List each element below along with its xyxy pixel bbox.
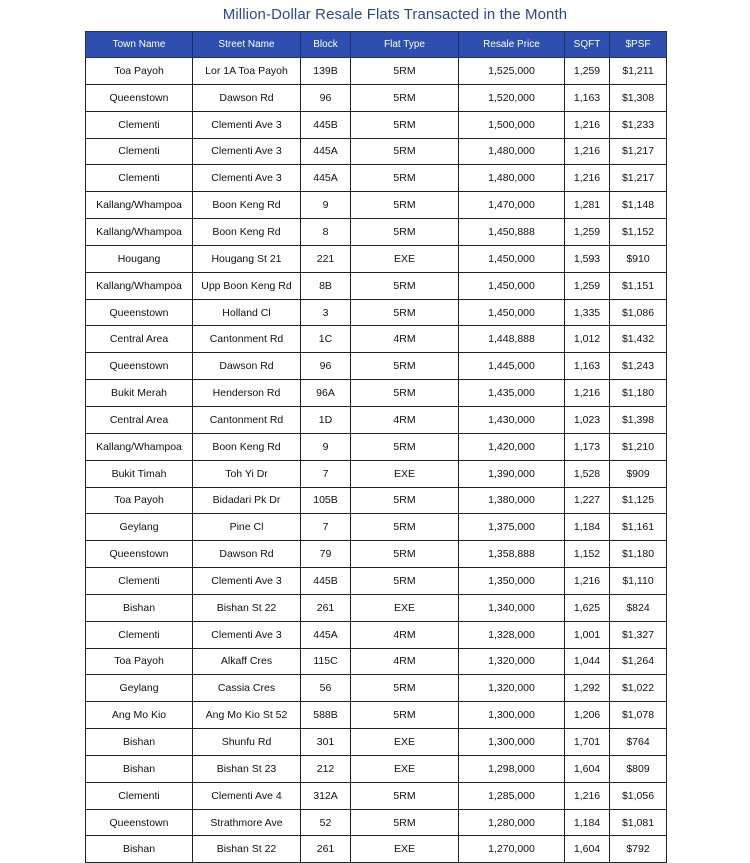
cell-town-name: Clementi (86, 568, 193, 595)
cell-resale-price: 1,448,888 (459, 326, 565, 353)
cell-psf: $1,161 (610, 514, 667, 541)
cell-psf: $1,078 (610, 702, 667, 729)
cell-town-name: Clementi (86, 138, 193, 165)
cell-sqft: 1,163 (565, 353, 610, 380)
cell-resale-price: 1,435,000 (459, 380, 565, 407)
cell-sqft: 1,184 (565, 809, 610, 836)
cell-psf: $1,210 (610, 433, 667, 460)
cell-street-name: Cassia Cres (193, 675, 301, 702)
cell-street-name: Ang Mo Kio St 52 (193, 702, 301, 729)
cell-street-name: Bishan St 22 (193, 836, 301, 863)
cell-psf: $1,264 (610, 648, 667, 675)
table-row (86, 433, 667, 460)
cell-block: 8B (301, 272, 351, 299)
cell-sqft: 1,259 (565, 219, 610, 246)
cell-block: 301 (301, 729, 351, 756)
cell-block: 445B (301, 568, 351, 595)
table-row (86, 568, 667, 595)
cell-block: 8 (301, 219, 351, 246)
cell-resale-price: 1,430,000 (459, 406, 565, 433)
cell-town-name: Queenstown (86, 299, 193, 326)
cell-flat-type: EXE (351, 836, 459, 863)
cell-psf: $1,148 (610, 192, 667, 219)
cell-resale-price: 1,298,000 (459, 755, 565, 782)
table-row (86, 353, 667, 380)
cell-town-name: Kallang/Whampoa (86, 272, 193, 299)
cell-flat-type: 5RM (351, 272, 459, 299)
cell-sqft: 1,604 (565, 755, 610, 782)
table-row (86, 299, 667, 326)
table-row (86, 380, 667, 407)
cell-flat-type: 5RM (351, 568, 459, 595)
cell-street-name: Henderson Rd (193, 380, 301, 407)
table-row (86, 782, 667, 809)
cell-flat-type: EXE (351, 755, 459, 782)
cell-flat-type: 5RM (351, 192, 459, 219)
cell-psf: $1,217 (610, 165, 667, 192)
cell-town-name: Queenstown (86, 84, 193, 111)
cell-resale-price: 1,328,000 (459, 621, 565, 648)
cell-psf: $1,327 (610, 621, 667, 648)
cell-flat-type: 5RM (351, 353, 459, 380)
cell-flat-type: 5RM (351, 58, 459, 85)
cell-block: 588B (301, 702, 351, 729)
cell-block: 312A (301, 782, 351, 809)
cell-town-name: Hougang (86, 245, 193, 272)
cell-block: 96 (301, 353, 351, 380)
cell-flat-type: 5RM (351, 433, 459, 460)
cell-sqft: 1,216 (565, 165, 610, 192)
cell-flat-type: 5RM (351, 165, 459, 192)
table-row (86, 514, 667, 541)
cell-psf: $1,180 (610, 380, 667, 407)
cell-resale-price: 1,358,888 (459, 541, 565, 568)
cell-town-name: Toa Payoh (86, 58, 193, 85)
cell-block: 445A (301, 621, 351, 648)
cell-resale-price: 1,300,000 (459, 729, 565, 756)
cell-resale-price: 1,480,000 (459, 165, 565, 192)
cell-psf: $1,081 (610, 809, 667, 836)
cell-sqft: 1,528 (565, 460, 610, 487)
cell-street-name: Toh Yi Dr (193, 460, 301, 487)
cell-resale-price: 1,300,000 (459, 702, 565, 729)
cell-street-name: Cantonment Rd (193, 406, 301, 433)
cell-flat-type: 5RM (351, 702, 459, 729)
cell-street-name: Clementi Ave 3 (193, 111, 301, 138)
cell-flat-type: 5RM (351, 541, 459, 568)
cell-sqft: 1,173 (565, 433, 610, 460)
cell-sqft: 1,216 (565, 138, 610, 165)
table-row (86, 755, 667, 782)
cell-sqft: 1,012 (565, 326, 610, 353)
cell-flat-type: 4RM (351, 406, 459, 433)
cell-resale-price: 1,350,000 (459, 568, 565, 595)
cell-resale-price: 1,375,000 (459, 514, 565, 541)
cell-psf: $1,152 (610, 219, 667, 246)
cell-block: 9 (301, 433, 351, 460)
cell-block: 261 (301, 594, 351, 621)
cell-resale-price: 1,520,000 (459, 84, 565, 111)
resale-flats-table (85, 31, 667, 863)
cell-street-name: Bishan St 22 (193, 594, 301, 621)
cell-flat-type: 4RM (351, 326, 459, 353)
table-row (86, 702, 667, 729)
cell-sqft: 1,281 (565, 192, 610, 219)
cell-street-name: Boon Keng Rd (193, 433, 301, 460)
cell-street-name: Holland Cl (193, 299, 301, 326)
cell-town-name: Ang Mo Kio (86, 702, 193, 729)
cell-town-name: Bishan (86, 729, 193, 756)
cell-psf: $1,308 (610, 84, 667, 111)
cell-block: 96 (301, 84, 351, 111)
cell-block: 115C (301, 648, 351, 675)
cell-psf: $1,211 (610, 58, 667, 85)
table-row (86, 541, 667, 568)
cell-flat-type: EXE (351, 729, 459, 756)
cell-block: 7 (301, 514, 351, 541)
cell-psf: $1,243 (610, 353, 667, 380)
cell-resale-price: 1,450,000 (459, 299, 565, 326)
column-header-flat-type: Flat Type (351, 32, 459, 58)
cell-town-name: Central Area (86, 406, 193, 433)
cell-sqft: 1,163 (565, 84, 610, 111)
cell-psf: $1,110 (610, 568, 667, 595)
cell-block: 7 (301, 460, 351, 487)
table-row (86, 487, 667, 514)
cell-psf: $764 (610, 729, 667, 756)
cell-sqft: 1,023 (565, 406, 610, 433)
cell-psf: $792 (610, 836, 667, 863)
cell-sqft: 1,701 (565, 729, 610, 756)
cell-psf: $1,233 (610, 111, 667, 138)
cell-resale-price: 1,390,000 (459, 460, 565, 487)
table-row (86, 245, 667, 272)
cell-town-name: Bishan (86, 755, 193, 782)
table-row (86, 111, 667, 138)
cell-street-name: Boon Keng Rd (193, 219, 301, 246)
cell-psf: $809 (610, 755, 667, 782)
cell-sqft: 1,259 (565, 58, 610, 85)
cell-block: 445A (301, 165, 351, 192)
cell-street-name: Clementi Ave 3 (193, 568, 301, 595)
cell-resale-price: 1,450,000 (459, 272, 565, 299)
cell-flat-type: 5RM (351, 487, 459, 514)
table-row (86, 729, 667, 756)
cell-flat-type: 4RM (351, 648, 459, 675)
cell-town-name: Geylang (86, 675, 193, 702)
cell-town-name: Kallang/Whampoa (86, 192, 193, 219)
cell-town-name: Kallang/Whampoa (86, 219, 193, 246)
cell-street-name: Cantonment Rd (193, 326, 301, 353)
cell-resale-price: 1,380,000 (459, 487, 565, 514)
cell-flat-type: 5RM (351, 380, 459, 407)
cell-resale-price: 1,320,000 (459, 675, 565, 702)
table-row (86, 809, 667, 836)
cell-psf: $1,151 (610, 272, 667, 299)
cell-town-name: Geylang (86, 514, 193, 541)
cell-street-name: Bishan St 23 (193, 755, 301, 782)
cell-sqft: 1,152 (565, 541, 610, 568)
cell-sqft: 1,259 (565, 272, 610, 299)
cell-resale-price: 1,480,000 (459, 138, 565, 165)
cell-town-name: Queenstown (86, 353, 193, 380)
cell-street-name: Pine Cl (193, 514, 301, 541)
cell-resale-price: 1,450,000 (459, 245, 565, 272)
cell-flat-type: EXE (351, 245, 459, 272)
cell-block: 1C (301, 326, 351, 353)
cell-resale-price: 1,285,000 (459, 782, 565, 809)
cell-street-name: Shunfu Rd (193, 729, 301, 756)
cell-block: 3 (301, 299, 351, 326)
cell-town-name: Queenstown (86, 809, 193, 836)
table-row (86, 648, 667, 675)
table-row (86, 406, 667, 433)
cell-block: 261 (301, 836, 351, 863)
table-body (86, 58, 667, 863)
cell-street-name: Clementi Ave 3 (193, 165, 301, 192)
table-row (86, 219, 667, 246)
cell-block: 221 (301, 245, 351, 272)
page-title: Million-Dollar Resale Flats Transacted in the Month (222, 6, 568, 23)
cell-resale-price: 1,445,000 (459, 353, 565, 380)
cell-psf: $910 (610, 245, 667, 272)
cell-flat-type: 4RM (351, 621, 459, 648)
table-row (86, 58, 667, 85)
column-header-sqft: SQFT (565, 32, 610, 58)
cell-flat-type: 5RM (351, 514, 459, 541)
cell-psf: $1,180 (610, 541, 667, 568)
table-row (86, 165, 667, 192)
cell-resale-price: 1,320,000 (459, 648, 565, 675)
cell-town-name: Bukit Timah (86, 460, 193, 487)
cell-resale-price: 1,525,000 (459, 58, 565, 85)
cell-street-name: Lor 1A Toa Payoh (193, 58, 301, 85)
table-row (86, 460, 667, 487)
cell-block: 96A (301, 380, 351, 407)
cell-street-name: Upp Boon Keng Rd (193, 272, 301, 299)
cell-town-name: Bishan (86, 836, 193, 863)
cell-street-name: Dawson Rd (193, 84, 301, 111)
cell-street-name: Hougang St 21 (193, 245, 301, 272)
cell-town-name: Clementi (86, 165, 193, 192)
cell-street-name: Clementi Ave 3 (193, 138, 301, 165)
cell-sqft: 1,216 (565, 111, 610, 138)
cell-flat-type: 5RM (351, 138, 459, 165)
cell-block: 1D (301, 406, 351, 433)
cell-psf: $1,398 (610, 406, 667, 433)
cell-street-name: Alkaff Cres (193, 648, 301, 675)
cell-psf: $1,125 (610, 487, 667, 514)
cell-street-name: Clementi Ave 3 (193, 621, 301, 648)
cell-resale-price: 1,270,000 (459, 836, 565, 863)
cell-street-name: Dawson Rd (193, 541, 301, 568)
cell-sqft: 1,604 (565, 836, 610, 863)
cell-sqft: 1,625 (565, 594, 610, 621)
cell-town-name: Toa Payoh (86, 648, 193, 675)
cell-flat-type: 5RM (351, 84, 459, 111)
table-row (86, 272, 667, 299)
cell-flat-type: 5RM (351, 219, 459, 246)
cell-flat-type: 5RM (351, 299, 459, 326)
cell-block: 139B (301, 58, 351, 85)
cell-sqft: 1,216 (565, 380, 610, 407)
cell-resale-price: 1,340,000 (459, 594, 565, 621)
cell-psf: $1,217 (610, 138, 667, 165)
cell-town-name: Toa Payoh (86, 487, 193, 514)
column-header-town-name: Town Name (86, 32, 193, 58)
cell-sqft: 1,292 (565, 675, 610, 702)
cell-sqft: 1,184 (565, 514, 610, 541)
table-row (86, 326, 667, 353)
cell-town-name: Clementi (86, 111, 193, 138)
column-header-resale-price: Resale Price (459, 32, 565, 58)
cell-block: 52 (301, 809, 351, 836)
cell-sqft: 1,335 (565, 299, 610, 326)
cell-sqft: 1,216 (565, 782, 610, 809)
table-row (86, 675, 667, 702)
cell-block: 79 (301, 541, 351, 568)
cell-flat-type: 5RM (351, 111, 459, 138)
cell-psf: $824 (610, 594, 667, 621)
cell-sqft: 1,044 (565, 648, 610, 675)
cell-resale-price: 1,280,000 (459, 809, 565, 836)
cell-sqft: 1,227 (565, 487, 610, 514)
cell-resale-price: 1,500,000 (459, 111, 565, 138)
cell-town-name: Queenstown (86, 541, 193, 568)
cell-psf: $1,086 (610, 299, 667, 326)
cell-resale-price: 1,450,888 (459, 219, 565, 246)
cell-town-name: Bishan (86, 594, 193, 621)
cell-town-name: Kallang/Whampoa (86, 433, 193, 460)
cell-street-name: Strathmore Ave (193, 809, 301, 836)
column-header-block: Block (301, 32, 351, 58)
cell-psf: $1,056 (610, 782, 667, 809)
table-row (86, 594, 667, 621)
cell-sqft: 1,001 (565, 621, 610, 648)
cell-psf: $909 (610, 460, 667, 487)
cell-town-name: Clementi (86, 621, 193, 648)
cell-street-name: Boon Keng Rd (193, 192, 301, 219)
cell-flat-type: 5RM (351, 809, 459, 836)
cell-flat-type: EXE (351, 460, 459, 487)
cell-block: 445B (301, 111, 351, 138)
table-row (86, 138, 667, 165)
cell-psf: $1,432 (610, 326, 667, 353)
cell-resale-price: 1,470,000 (459, 192, 565, 219)
cell-sqft: 1,216 (565, 568, 610, 595)
cell-sqft: 1,206 (565, 702, 610, 729)
table-header-row (86, 32, 667, 58)
table-row (86, 192, 667, 219)
cell-flat-type: EXE (351, 594, 459, 621)
column-header-street-name: Street Name (193, 32, 301, 58)
cell-psf: $1,022 (610, 675, 667, 702)
cell-street-name: Clementi Ave 4 (193, 782, 301, 809)
cell-street-name: Dawson Rd (193, 353, 301, 380)
cell-block: 212 (301, 755, 351, 782)
cell-flat-type: 5RM (351, 782, 459, 809)
cell-block: 9 (301, 192, 351, 219)
table-row (86, 84, 667, 111)
cell-town-name: Central Area (86, 326, 193, 353)
cell-street-name: Bidadari Pk Dr (193, 487, 301, 514)
column-header-psf: $PSF (610, 32, 667, 58)
cell-block: 56 (301, 675, 351, 702)
cell-resale-price: 1,420,000 (459, 433, 565, 460)
cell-sqft: 1,593 (565, 245, 610, 272)
cell-town-name: Bukit Merah (86, 380, 193, 407)
cell-flat-type: 5RM (351, 675, 459, 702)
cell-town-name: Clementi (86, 782, 193, 809)
cell-block: 105B (301, 487, 351, 514)
cell-block: 445A (301, 138, 351, 165)
table-row (86, 621, 667, 648)
